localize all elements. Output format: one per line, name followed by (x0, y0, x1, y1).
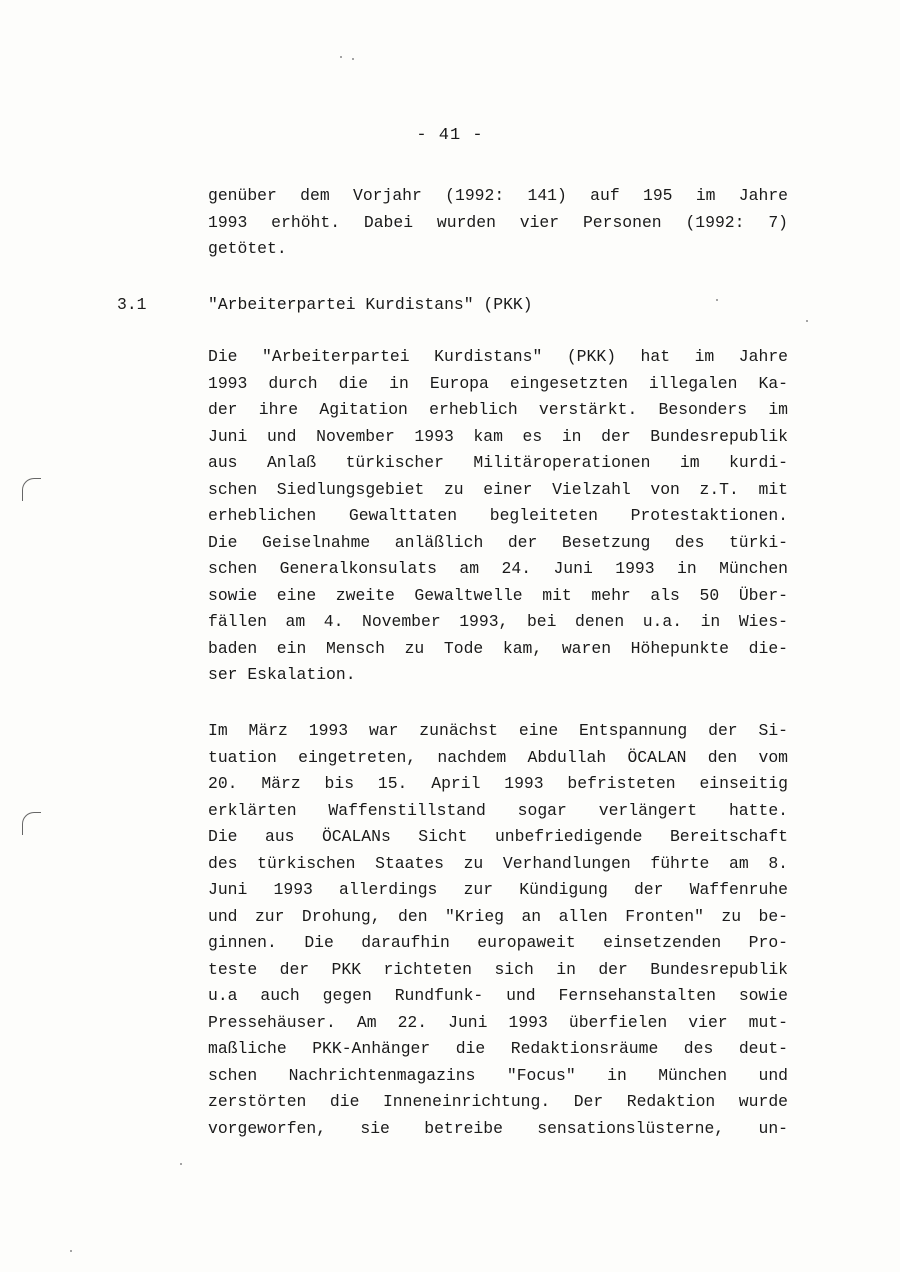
text-line: Juni 1993 allerdings zur Kündigung der Waffenruhe (208, 880, 788, 899)
text-line: getötet. (208, 239, 287, 258)
punch-hole-mark (22, 478, 41, 501)
text-line: erklärten Waffenstillstand sogar verlängert hatte. (208, 800, 788, 820)
text-line: Juni und November 1993 kam es in der Bundesrepublik (208, 426, 788, 446)
paragraph-intro (208, 183, 788, 263)
text-line: schen Siedlungsgebiet zu einer Vielzahl von z.T. mit (208, 479, 788, 499)
text-line: u.a auch gegen Rundfunk- und Fernsehanstalten sowie (208, 986, 788, 1005)
scan-speck (180, 1163, 182, 1165)
text-line: vorgeworfen, sie betreibe sensationslüsterne, un- (208, 1118, 788, 1138)
text-line: 1993 erhöht. Dabei wurden vier Personen (1992: 7) (208, 212, 788, 232)
text-line: zerstörten die Inneneinrichtung. Der Redaktion wurde (208, 1092, 788, 1111)
punch-hole-mark (22, 812, 41, 835)
text-line: des türkischen Staates zu Verhandlungen führte am 8. (208, 853, 788, 873)
text-line: Im März 1993 war zunächst eine Entspannung der Si- (208, 721, 788, 740)
paragraph-ceasefire (208, 718, 788, 1142)
scan-speck (352, 58, 354, 60)
scan-speck (716, 299, 718, 301)
text-line: schen Generalkonsulats am 24. Juni 1993 in München (208, 559, 788, 578)
section-title: "Arbeiterpartei Kurdistans" (PKK) (208, 295, 533, 314)
scan-speck (806, 320, 808, 322)
text-line: Pressehäuser. Am 22. Juni 1993 überfielen vier mut- (208, 1012, 788, 1032)
text-line: aus Anlaß türkischer Militäroperationen im kurdi- (208, 453, 788, 472)
text-line: tuation eingetreten, nachdem Abdullah ÖCALAN den vom (208, 747, 788, 767)
text-line: sowie eine zweite Gewaltwelle mit mehr als 50 Über- (208, 585, 788, 605)
text-line: genüber dem Vorjahr (1992: 141) auf 195 im Jahre (208, 186, 788, 205)
text-line: Die Geiselnahme anläßlich der Besetzung des türki- (208, 532, 788, 552)
text-line: 1993 durch die in Europa eingesetzten illegalen Ka- (208, 373, 788, 393)
text-line: schen Nachrichtenmagazins "Focus" in München und (208, 1065, 788, 1085)
text-line: maßliche PKK-Anhänger die Redaktionsräume des deut- (208, 1039, 788, 1058)
text-line: Die "Arbeiterpartei Kurdistans" (PKK) hat im Jahre (208, 347, 788, 366)
page-number: - 41 - (416, 126, 484, 145)
text-line: ginnen. Die daraufhin europaweit einsetzenden Pro- (208, 933, 788, 952)
text-line: fällen am 4. November 1993, bei denen u.a. in Wies- (208, 612, 788, 631)
scan-speck (340, 56, 342, 58)
text-line: und zur Drohung, den "Krieg an allen Fronten" zu be- (208, 906, 788, 926)
text-line: 20. März bis 15. April 1993 befristeten einseitig (208, 774, 788, 793)
text-line: ser Eskalation. (208, 665, 356, 684)
text-line: der ihre Agitation erheblich verstärkt. Besonders im (208, 400, 788, 419)
paragraph-pkk-activity (208, 344, 788, 689)
text-line: baden ein Mensch zu Tode kam, waren Höhepunkte die- (208, 638, 788, 658)
text-line: erheblichen Gewalttaten begleiteten Protestaktionen. (208, 506, 788, 525)
text-line: Die aus ÖCALANs Sicht unbefriedigende Bereitschaft (208, 827, 788, 846)
section-number: 3.1 (117, 295, 147, 314)
text-line: teste der PKK richteten sich in der Bundesrepublik (208, 959, 788, 979)
scan-speck (70, 1250, 72, 1252)
